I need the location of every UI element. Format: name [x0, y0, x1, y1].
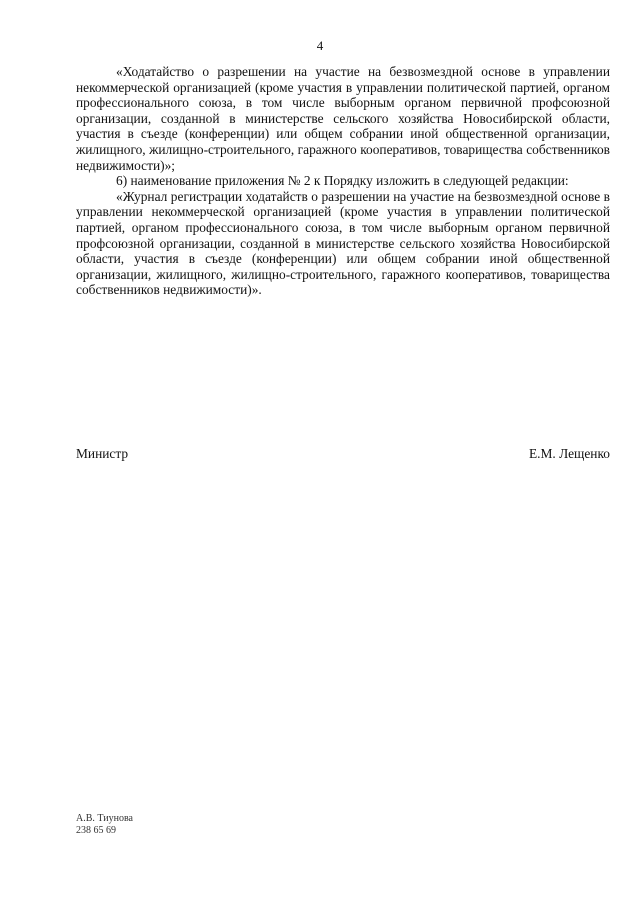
- executor-name: А.В. Тиунова: [76, 813, 133, 824]
- signatory-name: Е.М. Лещенко: [528, 446, 610, 461]
- signature-block: [76, 446, 610, 462]
- paragraph-petition-title: «Ходатайство о разрешении на участие на безвозмездной основе в управлении некоммерческой организацией (кроме участия в управлении политической партией, органом профессионального союза, в том числе выборным органом первичной профсоюзной организации, созданной в министерстве сельского хозяйства Новосибирской области, участия в съезде (конференции) или общем собрании иной общественной организации, жилищного, жилищно-строительного, гаражного кооперативов, товарищества собственников недвижимости)»;: [76, 64, 610, 173]
- signatory-position: Министр: [76, 446, 129, 461]
- paragraph-appendix-2-amendment: 6) наименование приложения № 2 к Порядку изложить в следующей редакции:: [116, 173, 569, 189]
- page-number: 4: [316, 38, 324, 53]
- executor-phone: 238 65 69: [76, 825, 116, 836]
- document-body: [76, 64, 610, 298]
- executor-info: [76, 813, 133, 837]
- paragraph-journal-title: «Журнал регистрации ходатайств о разрешении на участие на безвозмездной основе в управлении некоммерческой организацией (кроме участия в управлении политической партией, органом профессионального союза, в том числе выборным органом первичной профсоюзной организации, созданной в министерстве сельского хозяйства Новосибирской области, участия в съезде (конференции) или общем собрании иной общественной организации, жилищного, жилищно-строительного, гаражного кооперативов, товарищества собственников недвижимости)».: [76, 188, 610, 298]
